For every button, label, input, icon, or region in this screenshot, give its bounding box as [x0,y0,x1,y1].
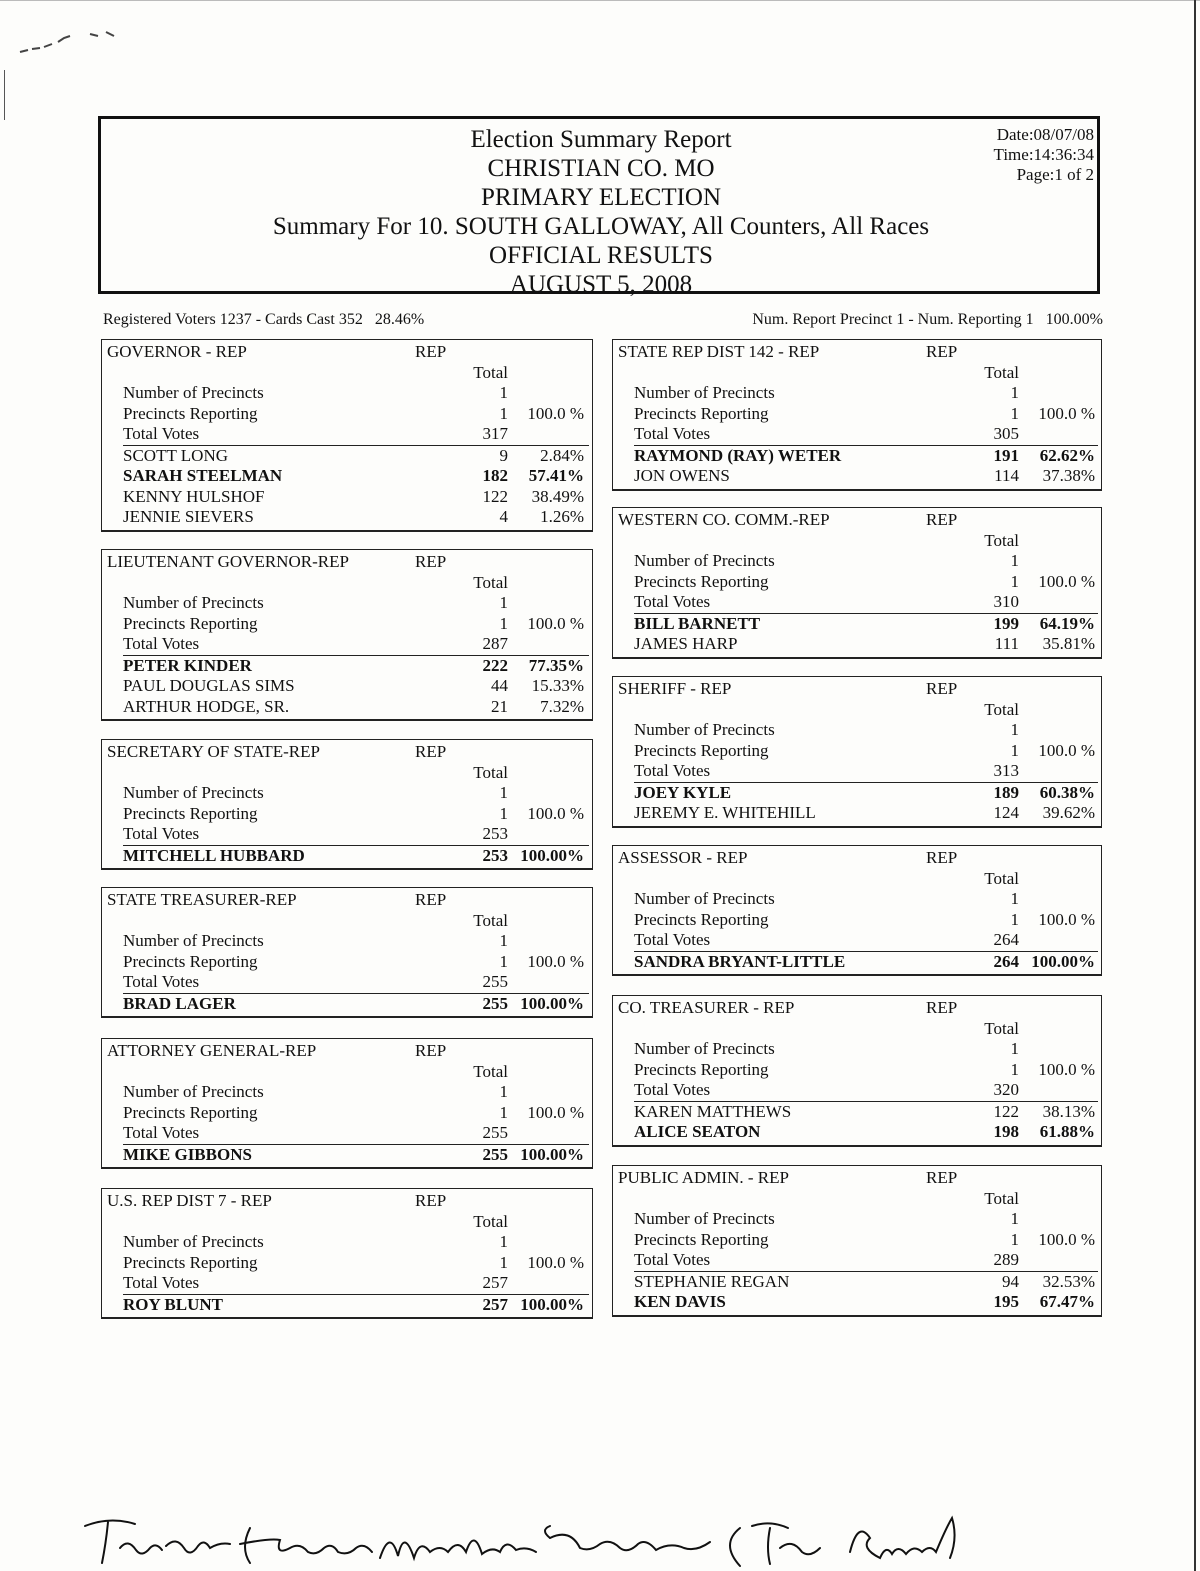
candidate-row-sarah-steelman [102,466,592,487]
row-value: 1 [499,383,508,402]
total-header-row [613,363,1101,384]
total-header-row [102,1212,592,1233]
total-column-header: Total [473,910,508,930]
precincts-reporting-row [102,1103,592,1124]
report-title: Election Summary Report [470,126,732,153]
total-header-row [102,363,592,384]
candidate-name: SANDRA BRYANT-LITTLE [634,951,846,971]
candidate-row-jon-owens [613,466,1101,487]
total-column-header: Total [473,1211,508,1231]
candidate-row-arthur-hodge-sr [102,697,592,718]
race-title: GOVERNOR - REP [107,342,247,361]
candidate-percent: 77.35% [528,655,584,675]
row-label: Total Votes [634,761,711,780]
row-label: Precincts Reporting [634,1229,769,1249]
candidate-percent: 2.84% [540,445,584,465]
candidate-name: JENNIE SIEVERS [123,507,254,526]
candidate-percent: 38.49% [531,486,584,506]
precincts-reporting-row [613,404,1101,425]
row-label: Total Votes [123,1123,200,1142]
number-of-precincts-row [613,551,1101,572]
candidate-name: SARAH STEELMAN [123,466,283,485]
page-number: Page:1 of 2 [1016,165,1094,184]
number-of-precincts-row [102,1232,592,1253]
row-label: Number of Precincts [123,1082,264,1101]
candidate-row-raymond-ray-weter [613,446,1101,467]
number-of-precincts-row [102,931,592,952]
race-box-state-rep-dist-142-rep [612,339,1102,491]
precincts-reporting-row [613,572,1101,593]
candidate-percent: 32.53% [1042,1271,1095,1291]
reporting-percent: 100.00% [1045,311,1103,328]
row-value: 1 [1010,383,1019,402]
number-of-precincts-row [102,783,592,804]
candidate-name: PAUL DOUGLAS SIMS [123,676,295,695]
number-of-precincts-row [613,1039,1101,1060]
report-date: Date:08/07/08 [996,125,1094,144]
row-percent: 100.0 % [527,1102,584,1122]
candidate-name: MIKE GIBBONS [123,1144,252,1164]
candidate-row-mitchell-hubbard [102,846,592,867]
party-label: REP [926,679,958,698]
total-column-header: Total [984,699,1019,719]
row-label: Precincts Reporting [634,571,769,591]
row-label: Total Votes [634,1250,711,1269]
row-percent: 100.0 % [527,1252,584,1272]
precincts-reporting-row [613,1230,1101,1251]
registered-voters-text: Registered Voters 1237 - Cards Cast 352 [103,311,363,328]
candidate-row-karen-matthews [613,1102,1101,1123]
candidate-percent: 100.00% [520,1294,584,1314]
row-value: 257 [482,1273,508,1292]
precincts-reporting-row [613,741,1101,762]
candidate-percent: 100.00% [520,845,584,865]
race-box-u-s-rep-dist-7-rep [101,1188,593,1319]
candidate-name: RAYMOND (RAY) WETER [634,445,842,465]
candidate-name: ALICE SEATON [634,1122,761,1141]
row-value: 310 [993,592,1019,611]
candidate-percent: 64.19% [1039,613,1095,633]
party-label: REP [926,848,958,867]
report-meta [994,125,1094,185]
row-value: 287 [482,634,508,653]
candidate-row-peter-kinder [102,656,592,677]
row-label: Number of Precincts [634,1209,775,1228]
row-label: Number of Precincts [123,1232,264,1251]
total-column-header: Total [984,362,1019,382]
row-value: 305 [993,424,1019,443]
row-label: Total Votes [123,972,200,991]
precincts-reporting-row [102,404,592,425]
row-value: 1 [499,1232,508,1251]
row-label: Precincts Reporting [634,740,769,760]
candidate-votes: 4 [499,507,508,526]
race-title: PUBLIC ADMIN. - REP [618,1168,789,1187]
party-label: REP [926,1168,958,1187]
total-votes-row [613,592,1101,613]
candidate-row-bill-barnett [613,614,1101,635]
candidate-row-stephanie-regan [613,1272,1101,1293]
number-of-precincts-row [613,1209,1101,1230]
total-header-row [102,573,592,594]
candidate-votes: 111 [994,634,1019,653]
total-votes-row [102,1273,592,1294]
row-label: Number of Precincts [634,551,775,570]
total-column-header: Total [473,362,508,382]
candidate-row-paul-douglas-sims [102,676,592,697]
race-box-governor-rep [101,339,593,532]
candidate-row-sandra-bryant-little [613,952,1101,973]
row-label: Precincts Reporting [634,909,769,929]
party-label: REP [415,552,447,571]
reporting-text: Num. Report Precinct 1 - Num. Reporting 1 [752,311,1034,328]
number-of-precincts-row [102,383,592,404]
candidate-percent: 38.13% [1042,1101,1095,1121]
party-label: REP [415,890,447,909]
candidate-votes: 44 [491,676,508,695]
row-percent: 100.0 % [1038,1229,1095,1249]
total-column-header: Total [473,762,508,782]
total-votes-row [613,930,1101,951]
official-signatures [80,1508,980,1568]
race-title: WESTERN CO. COMM.-REP [618,510,830,529]
candidate-row-joey-kyle [613,783,1101,804]
total-votes-row [613,761,1101,782]
row-value: 1 [1010,1039,1019,1058]
row-label: Precincts Reporting [123,403,258,423]
row-label: Precincts Reporting [123,803,258,823]
scan-edge [4,70,5,120]
row-percent: 100.0 % [527,613,584,633]
total-column-header: Total [984,1018,1019,1038]
precincts-reporting-row [102,1253,592,1274]
row-value: 255 [482,1123,508,1142]
row-value: 1 [499,931,508,950]
total-votes-row [102,1123,592,1144]
total-header-row [613,1019,1101,1040]
row-value: 1 [1010,1209,1019,1228]
candidate-percent: 61.88% [1039,1122,1095,1141]
candidate-name: JAMES HARP [634,634,738,653]
race-box-co-treasurer-rep [612,995,1102,1147]
candidate-percent: 67.47% [1039,1292,1095,1311]
registered-voters-stat [103,311,424,329]
candidate-name: KENNY HULSHOF [123,486,265,506]
row-percent: 100.0 % [1038,403,1095,423]
race-title: U.S. REP DIST 7 - REP [107,1191,272,1210]
party-label: REP [415,1191,447,1210]
row-label: Precincts Reporting [123,1102,258,1122]
candidate-row-mike-gibbons [102,1145,592,1166]
row-percent: 100.0 % [1038,571,1095,591]
candidate-percent: 15.33% [531,676,584,695]
candidate-percent: 57.41% [528,466,584,485]
candidate-votes: 253 [482,845,508,865]
candidate-percent: 1.26% [540,507,584,526]
candidate-percent: 37.38% [1042,466,1095,485]
candidate-percent: 100.00% [520,1144,584,1164]
candidate-votes: 257 [482,1294,508,1314]
row-value: 1 [499,951,508,971]
row-label: Number of Precincts [634,720,775,739]
total-votes-row [102,824,592,845]
party-label: REP [926,998,958,1017]
turnout-percent: 28.46% [374,311,425,328]
report-title-block [101,125,1101,299]
race-box-public-admin-rep [612,1165,1102,1317]
scan-edge [1194,0,1196,1571]
candidate-row-brad-lager [102,994,592,1015]
number-of-precincts-row [613,720,1101,741]
candidate-row-jeremy-e-whitehill [613,803,1101,824]
candidate-row-roy-blunt [102,1295,592,1316]
candidate-votes: 94 [1002,1271,1019,1291]
total-votes-row [613,424,1101,445]
row-value: 1 [499,1252,508,1272]
row-value: 1 [499,593,508,612]
total-header-row [613,1189,1101,1210]
election-type: PRIMARY ELECTION [480,184,722,211]
row-label: Total Votes [123,634,200,653]
candidate-votes: 222 [482,655,508,675]
row-label: Precincts Reporting [123,1252,258,1272]
candidate-row-alice-seaton [613,1122,1101,1143]
candidate-name: JOEY KYLE [634,782,732,802]
total-votes-row [613,1080,1101,1101]
race-box-state-treasurer-rep [101,887,593,1018]
race-title: ASSESSOR - REP [618,848,748,867]
row-percent: 100.0 % [527,803,584,823]
total-header-row [102,1062,592,1083]
candidate-row-james-harp [613,634,1101,655]
row-value: 1 [499,403,508,423]
total-header-row [613,531,1101,552]
row-value: 1 [1010,720,1019,739]
party-label: REP [415,342,447,361]
total-header-row [102,911,592,932]
party-label: REP [415,1041,447,1060]
total-column-header: Total [984,1188,1019,1208]
candidate-votes: 122 [993,1101,1019,1121]
row-label: Total Votes [634,1080,711,1099]
row-value: 1 [499,803,508,823]
total-header-row [613,869,1101,890]
row-label: Number of Precincts [634,1039,775,1058]
candidate-percent: 7.32% [540,696,584,716]
candidate-row-ken-davis [613,1292,1101,1313]
number-of-precincts-row [102,1082,592,1103]
candidate-name: ARTHUR HODGE, SR. [123,696,290,716]
candidate-percent: 60.38% [1039,782,1095,802]
race-box-western-co-comm-rep [612,507,1102,659]
candidate-name: JON OWENS [634,466,730,485]
candidate-name: STEPHANIE REGAN [634,1271,790,1291]
row-value: 255 [482,972,508,991]
candidate-row-jennie-sievers [102,507,592,528]
report-time: Time:14:36:34 [993,145,1094,164]
total-votes-row [102,634,592,655]
row-percent: 100.0 % [1038,740,1095,760]
race-box-sheriff-rep [612,676,1102,828]
precincts-reporting-row [613,1060,1101,1081]
candidate-votes: 264 [993,951,1019,971]
election-date: AUGUST 5, 2008 [509,271,693,298]
row-value: 1 [1010,1059,1019,1079]
report-header [98,116,1100,298]
scan-speck [18,30,118,56]
candidate-percent: 39.62% [1042,803,1095,822]
row-label: Total Votes [123,424,200,443]
row-label: Number of Precincts [123,383,264,402]
candidate-name: JEREMY E. WHITEHILL [634,803,816,822]
candidate-votes: 21 [491,696,508,716]
row-label: Number of Precincts [634,889,775,908]
candidate-votes: 195 [993,1292,1019,1311]
candidate-name: KAREN MATTHEWS [634,1101,792,1121]
row-percent: 100.0 % [1038,909,1095,929]
number-of-precincts-row [613,383,1101,404]
race-box-lieutenant-governor-rep [101,549,593,721]
total-header-row [102,763,592,784]
row-value: 1 [499,1082,508,1101]
row-value: 1 [1010,909,1019,929]
row-value: 1 [1010,889,1019,908]
candidate-name: PETER KINDER [123,655,252,675]
candidate-votes: 182 [482,466,508,485]
race-title: STATE REP DIST 142 - REP [618,342,820,361]
precincts-reporting-row [613,910,1101,931]
scan-edge [0,0,1200,1]
candidate-name: BRAD LAGER [123,993,236,1013]
row-value: 317 [482,424,508,443]
candidate-votes: 122 [482,486,508,506]
race-title: SECRETARY OF STATE-REP [107,742,320,761]
row-value: 1 [1010,1229,1019,1249]
party-label: REP [926,510,958,529]
candidate-name: MITCHELL HUBBARD [123,845,305,865]
party-label: REP [415,742,447,761]
row-label: Total Votes [634,930,711,949]
race-box-attorney-general-rep [101,1038,593,1169]
total-column-header: Total [984,868,1019,888]
party-label: REP [926,342,958,361]
number-of-precincts-row [102,593,592,614]
candidate-votes: 9 [499,445,508,465]
candidate-name: SCOTT LONG [123,445,228,465]
total-votes-row [613,1250,1101,1271]
total-votes-row [102,424,592,445]
candidate-votes: 124 [993,803,1019,822]
row-value: 1 [1010,403,1019,423]
row-value: 1 [1010,740,1019,760]
row-label: Precincts Reporting [123,951,258,971]
total-column-header: Total [984,530,1019,550]
row-value: 289 [993,1250,1019,1269]
race-title: LIEUTENANT GOVERNOR-REP [107,552,349,571]
row-value: 1 [1010,571,1019,591]
candidate-percent: 100.00% [1031,951,1095,971]
race-title: STATE TREASURER-REP [107,890,297,909]
row-label: Number of Precincts [123,783,264,802]
total-column-header: Total [473,1061,508,1081]
row-value: 1 [499,613,508,633]
candidate-percent: 35.81% [1042,634,1095,653]
row-label: Precincts Reporting [634,403,769,423]
candidate-percent: 62.62% [1039,445,1095,465]
row-label: Total Votes [123,824,200,843]
row-label: Number of Precincts [123,931,264,950]
row-value: 264 [993,930,1019,949]
summary-scope: Summary For 10. SOUTH GALLOWAY, All Counters, All Races [272,213,930,240]
candidate-name: ROY BLUNT [123,1294,223,1314]
row-label: Number of Precincts [123,593,264,612]
candidate-votes: 255 [482,1144,508,1164]
race-title: ATTORNEY GENERAL-REP [107,1041,317,1060]
candidate-votes: 198 [993,1122,1019,1141]
total-column-header: Total [473,572,508,592]
candidate-row-scott-long [102,446,592,467]
row-percent: 100.0 % [527,951,584,971]
candidate-percent: 100.00% [520,993,584,1013]
row-label: Precincts Reporting [634,1059,769,1079]
row-label: Precincts Reporting [123,613,258,633]
row-value: 313 [993,761,1019,780]
precincts-reporting-row [102,614,592,635]
row-value: 253 [482,824,508,843]
race-box-assessor-rep [612,845,1102,976]
row-value: 1 [1010,551,1019,570]
county-name: CHRISTIAN CO. MO [487,155,715,182]
race-title: CO. TREASURER - REP [618,998,795,1017]
row-label: Total Votes [123,1273,200,1292]
total-header-row [613,700,1101,721]
row-label: Number of Precincts [634,383,775,402]
reporting-stat [752,311,1103,329]
candidate-votes: 255 [482,993,508,1013]
candidate-name: KEN DAVIS [634,1292,726,1311]
candidate-votes: 199 [993,613,1019,633]
candidate-votes: 189 [993,782,1019,802]
candidate-votes: 114 [994,466,1019,485]
results-status: OFFICIAL RESULTS [489,242,713,269]
number-of-precincts-row [613,889,1101,910]
race-title: SHERIFF - REP [618,679,732,698]
candidate-row-kenny-hulshof [102,487,592,508]
row-percent: 100.0 % [1038,1059,1095,1079]
row-label: Total Votes [634,424,711,443]
candidate-votes: 191 [993,445,1019,465]
total-votes-row [102,972,592,993]
row-value: 1 [499,783,508,802]
row-value: 320 [993,1080,1019,1099]
candidate-name: BILL BARNETT [634,613,761,633]
row-value: 1 [499,1102,508,1122]
row-percent: 100.0 % [527,403,584,423]
row-label: Total Votes [634,592,711,611]
race-box-secretary-of-state-rep [101,739,593,870]
precincts-reporting-row [102,952,592,973]
precincts-reporting-row [102,804,592,825]
